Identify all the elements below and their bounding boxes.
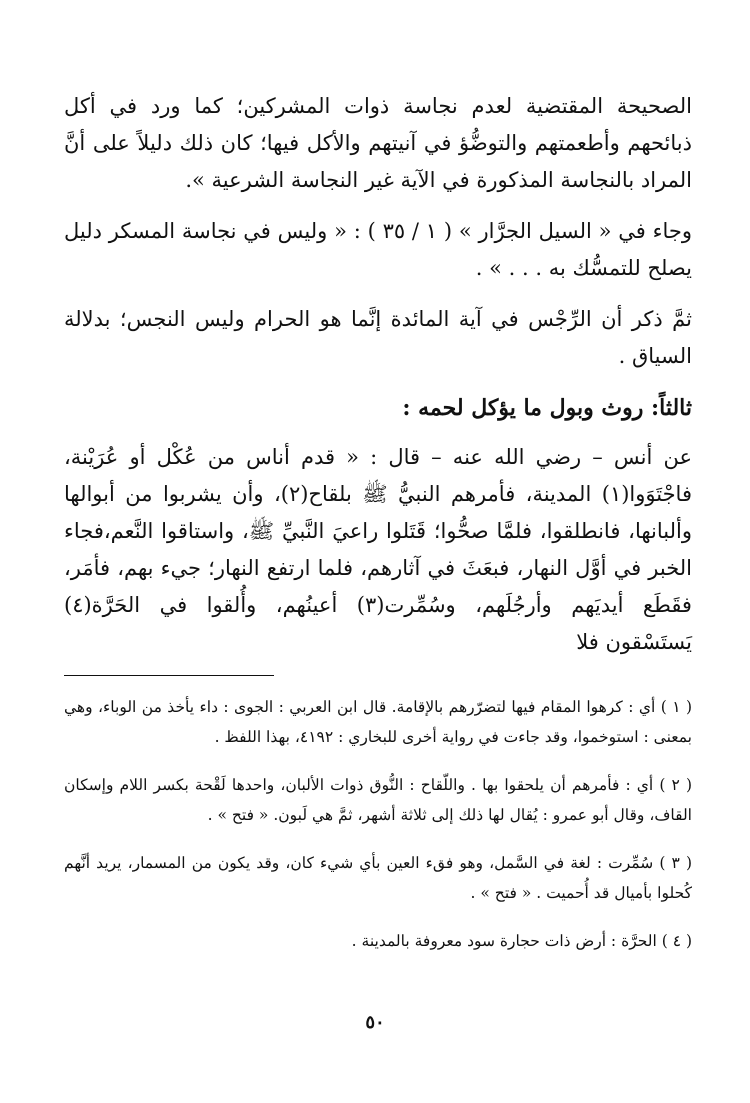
page-content: [64, 88, 692, 974]
page-number: ٥٠: [365, 1012, 385, 1033]
footnote: ( ١ ) أي : كرهوا المقام فيها لتضرّرهم بالإقامة. قال ابن العربي : الجوى : داء يأخذ من الوباء، وهي بمعنى : استوخموا، وقد جاءت في رواية أخرى للبخاري : ٤١٩٢، بهذا اللفظ .: [64, 698, 693, 746]
hadith-paragraph: عن أنس – رضي الله عنه – قال : « قدم أناس من عُكْل أو عُرَيْنة، فاجْتَوَوا(١) المدينة، فأمرهم النبيُّ ﷺ بلقاح(٢)، وأن يشربوا من أبوالها وألبانها، فانطلقوا، فلمَّا صحُّوا؛ قَتَلوا راعيَ النَّبيِّ ﷺ، واستاقوا النَّعم،فجاء الخبر في أوَّل النهار، فبعَثَ في آثارهم، فلما ارتفع النهار؛ جيء بهم، فأمَر، فقَطَع أيديَهم وأرجُلَهم، وسُمِّرت(٣) أعينُهم، وأُلقوا في الحَرَّة(٤) يَستَسْقون فلا: [64, 445, 692, 654]
footnote: ( ٤ ) الحرَّة : أرض ذات حجارة سود معروفة بالمدينة .: [351, 932, 692, 950]
section-heading: ثالثاً: روث وبول ما يؤكل لحمه :: [402, 395, 692, 421]
footnote: ( ٣ ) سُمِّرت : لغة في السَّمل، وهو فقء العين بأي شيء كان، وقد يكون من المسمار، يريد أنَّهم كُحلوا بأميال قد أُحميت . « فتح » .: [64, 854, 692, 902]
body-paragraph: ثمَّ ذكر أن الرِّجْس في آية المائدة إنَّما هو الحرام وليس النجس؛ بدلالة السياق .: [64, 307, 692, 368]
footnote: ( ٢ ) أي : فأمرهم أن يلحقوا بها . واللّقاح : النُّوق ذوات الألبان، واحدها لَقْحة بكسر اللام وإسكان القاف، وقال أبو عمرو : يُقال لها ذلك إلى ثلاثة أشهر، ثمَّ هي لَبون. « فتح » .: [64, 776, 692, 824]
footnote-divider: [64, 675, 274, 676]
body-paragraph: الصحيحة المقتضية لعدم نجاسة ذوات المشركين؛ كما ورد في أكل ذبائحهم وأطعمتهم والتوضُّؤ في آنيتهم والأكل فيها؛ كان ذلك دليلاً على أنَّ المراد بالنجاسة المذكورة في الآية غير النجاسة الشرعية ».: [64, 94, 692, 192]
body-paragraph: وجاء في « السيل الجرَّار » ( ١ / ٣٥ ) : « وليس في نجاسة المسكر دليل يصلح للتمسُّك به . . . » .: [64, 219, 692, 280]
